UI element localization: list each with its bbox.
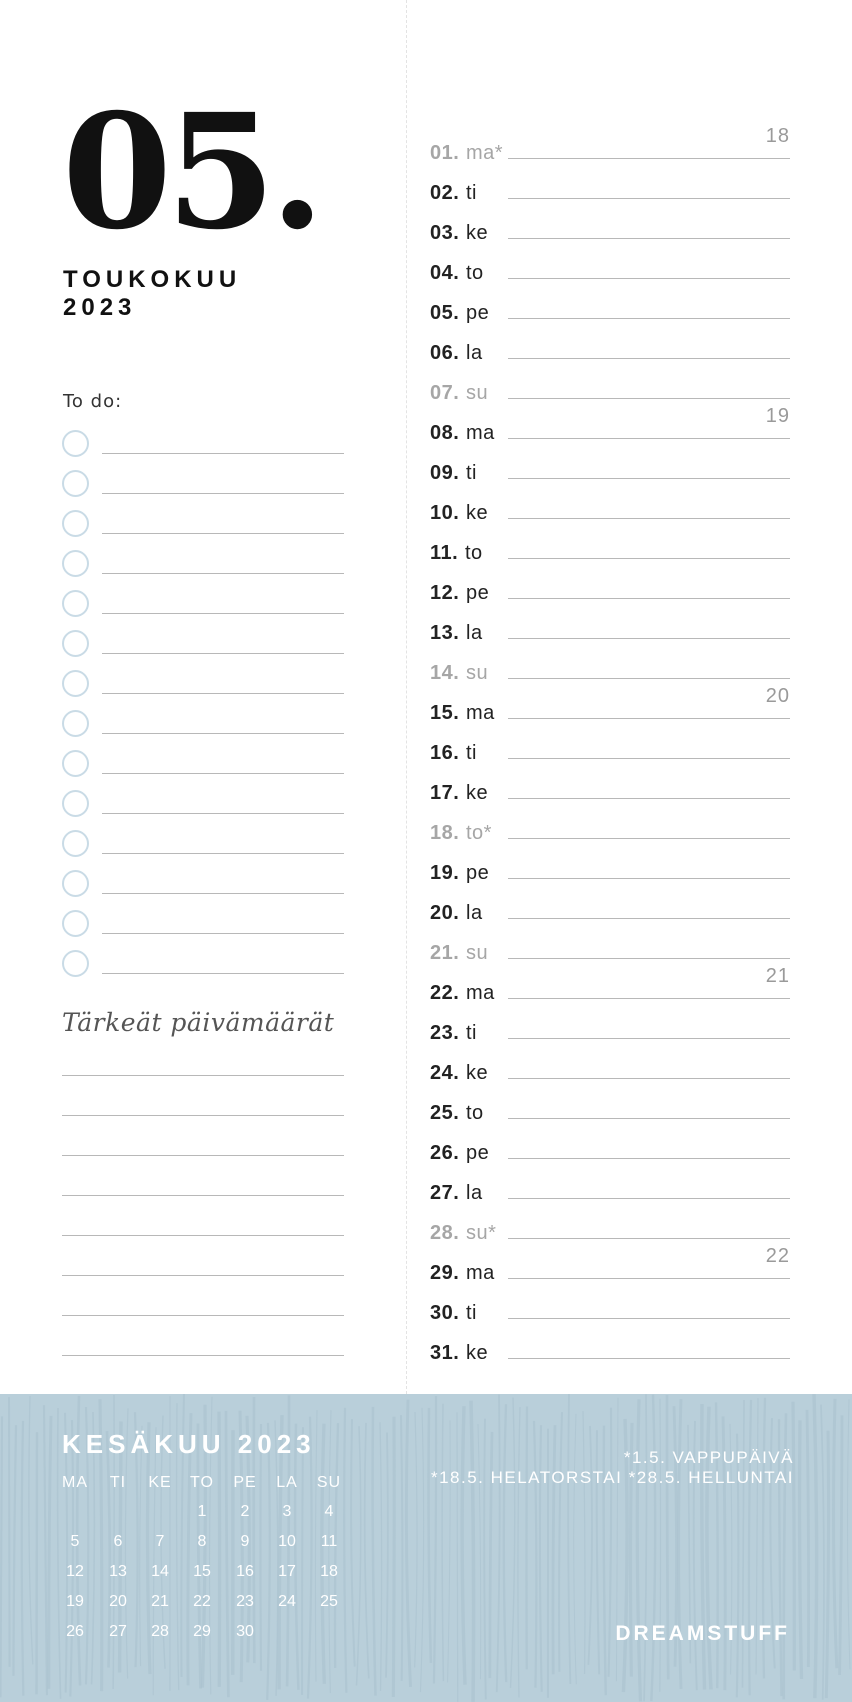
day-row[interactable]: [430, 652, 790, 692]
day-line[interactable]: [508, 1358, 790, 1359]
weekday-label: ti: [466, 742, 477, 764]
day-number: 13.: [430, 622, 460, 644]
important-date-line[interactable]: [62, 1195, 344, 1196]
mini-day-cell: 22: [193, 1593, 211, 1610]
mini-day-cell: 15: [193, 1563, 211, 1580]
day-row[interactable]: [430, 1292, 790, 1332]
mini-day-cell: 4: [324, 1503, 334, 1520]
important-date-line[interactable]: [62, 1155, 344, 1156]
day-row[interactable]: [430, 492, 790, 532]
day-line[interactable]: [508, 758, 790, 759]
day-line[interactable]: [508, 1158, 790, 1159]
todo-item[interactable]: [62, 668, 344, 698]
week-number: 19: [765, 405, 790, 427]
day-line[interactable]: [508, 318, 790, 319]
weekday-label: ma*: [466, 142, 504, 164]
day-row[interactable]: [430, 1052, 790, 1092]
day-line[interactable]: [508, 838, 790, 839]
month-year: 2023: [63, 294, 137, 321]
day-row[interactable]: [430, 412, 790, 452]
important-dates-title: Tärkeät päivämäärät: [62, 1008, 335, 1037]
mini-day-cell: 1: [197, 1503, 207, 1520]
todo-item[interactable]: [62, 828, 344, 858]
day-row[interactable]: [430, 612, 790, 652]
mini-day-cell: 30: [236, 1623, 254, 1640]
todo-line[interactable]: [102, 773, 344, 774]
week-number: 21: [765, 965, 790, 987]
day-row[interactable]: [430, 732, 790, 772]
mini-day-cell: 6: [113, 1533, 123, 1550]
todo-item[interactable]: [62, 908, 344, 938]
mini-day-cell: 17: [278, 1563, 296, 1580]
day-line[interactable]: [508, 1038, 790, 1039]
weekday-label: ma: [466, 422, 495, 444]
week-number: 22: [765, 1245, 790, 1267]
day-number: 31.: [430, 1342, 460, 1364]
day-number: 27.: [430, 1182, 460, 1204]
checkbox-circle-icon[interactable]: [62, 750, 89, 777]
checkbox-circle-icon[interactable]: [62, 950, 89, 977]
day-number: 03.: [430, 222, 460, 244]
todo-item[interactable]: [62, 588, 344, 618]
weekday-label: la: [466, 1182, 483, 1204]
checkbox-circle-icon[interactable]: [62, 550, 89, 577]
important-date-line[interactable]: [62, 1075, 344, 1076]
important-date-line[interactable]: [62, 1355, 344, 1356]
day-number: 15.: [430, 702, 460, 724]
mini-day-cell: 9: [240, 1533, 250, 1550]
weekday-label: la: [466, 342, 483, 364]
day-row[interactable]: [430, 452, 790, 492]
mini-day-cell: 20: [109, 1593, 127, 1610]
day-row[interactable]: [430, 892, 790, 932]
todo-line[interactable]: [102, 693, 344, 694]
day-number: 17.: [430, 782, 460, 804]
day-row[interactable]: [430, 692, 790, 732]
day-number: 14.: [430, 662, 460, 684]
day-number: 26.: [430, 1142, 460, 1164]
day-line[interactable]: [508, 438, 790, 439]
mini-weekday-header: LA: [276, 1474, 298, 1491]
day-row[interactable]: [430, 1252, 790, 1292]
mini-weekday-header: KE: [148, 1474, 172, 1491]
holiday-note-2: *18.5. HELATORSTAI *28.5. HELLUNTAI: [430, 1468, 794, 1487]
day-line[interactable]: [508, 598, 790, 599]
weekday-label: ma: [466, 702, 495, 724]
todo-item[interactable]: [62, 948, 344, 978]
day-row[interactable]: [430, 1092, 790, 1132]
weekday-label: su*: [466, 1222, 497, 1244]
todo-item[interactable]: [62, 548, 344, 578]
mini-day-cell: 21: [151, 1593, 169, 1610]
week-number: 18: [765, 125, 790, 147]
day-number: 29.: [430, 1262, 460, 1284]
day-row[interactable]: [430, 172, 790, 212]
day-number: 28.: [430, 1222, 460, 1244]
mini-day-cell: 12: [66, 1563, 84, 1580]
weekday-label: to: [466, 262, 484, 284]
mini-day-cell: 11: [320, 1533, 338, 1550]
mini-day-cell: 3: [282, 1503, 292, 1520]
mini-day-cell: 14: [151, 1563, 169, 1580]
weekday-label: ti: [466, 1302, 477, 1324]
day-line[interactable]: [508, 1118, 790, 1119]
checkbox-circle-icon[interactable]: [62, 790, 89, 817]
todo-line[interactable]: [102, 453, 344, 454]
todo-line[interactable]: [102, 973, 344, 974]
todo-line[interactable]: [102, 813, 344, 814]
mini-day-cell: 28: [151, 1623, 169, 1640]
weekday-label: to: [466, 1102, 484, 1124]
todo-item[interactable]: [62, 708, 344, 738]
day-row[interactable]: [430, 812, 790, 852]
weekday-label: to*: [466, 822, 492, 844]
day-number: 24.: [430, 1062, 460, 1084]
checkbox-circle-icon[interactable]: [62, 510, 89, 537]
brand-logo: DREAMSTUFF: [615, 1622, 790, 1645]
weekday-label: ti: [466, 462, 477, 484]
todo-item[interactable]: [62, 868, 344, 898]
day-number: 10.: [430, 502, 460, 524]
mini-day-cell: 26: [66, 1623, 84, 1640]
mini-day-cell: 29: [193, 1623, 211, 1640]
month-number: 05.: [62, 80, 319, 265]
day-line[interactable]: [508, 398, 790, 399]
day-number: 22.: [430, 982, 460, 1004]
weekday-label: ke: [466, 502, 489, 524]
day-line[interactable]: [508, 358, 790, 359]
todo-line[interactable]: [102, 613, 344, 614]
checkbox-circle-icon[interactable]: [62, 910, 89, 937]
todo-item[interactable]: [62, 748, 344, 778]
weekday-label: to: [465, 542, 483, 564]
mini-day-cell: 8: [197, 1533, 207, 1550]
mini-day-cell: 2: [240, 1503, 250, 1520]
day-row[interactable]: [430, 372, 790, 412]
checkbox-circle-icon[interactable]: [62, 710, 89, 737]
mini-weekday-header: TO: [190, 1474, 214, 1491]
mini-day-cell: 16: [236, 1563, 254, 1580]
day-line[interactable]: [508, 558, 790, 559]
day-row[interactable]: [430, 532, 790, 572]
day-line[interactable]: [508, 1278, 790, 1279]
day-row[interactable]: [430, 932, 790, 972]
weekday-label: su: [466, 662, 489, 684]
day-line[interactable]: [508, 158, 790, 159]
day-line[interactable]: [508, 198, 790, 199]
mini-weekday-header: MA: [62, 1474, 88, 1491]
todo-line[interactable]: [102, 893, 344, 894]
mini-weekday-header: SU: [316, 1474, 342, 1491]
weekday-label: pe: [466, 582, 490, 604]
day-row[interactable]: [430, 1332, 790, 1372]
todo-line[interactable]: [102, 853, 344, 854]
day-number: 02.: [430, 182, 460, 204]
day-number: 06.: [430, 342, 460, 364]
todo-line[interactable]: [102, 653, 344, 654]
weekday-label: ke: [466, 782, 489, 804]
day-row[interactable]: [430, 572, 790, 612]
mini-day-cell: 23: [236, 1593, 254, 1610]
weekday-label: la: [466, 902, 483, 924]
center-divider: [406, 0, 407, 1394]
important-date-line[interactable]: [62, 1275, 344, 1276]
checkbox-circle-icon[interactable]: [62, 630, 89, 657]
day-row[interactable]: [430, 972, 790, 1012]
weekday-label: ti: [466, 182, 477, 204]
day-number: 23.: [430, 1022, 460, 1044]
day-row[interactable]: [430, 252, 790, 292]
day-line[interactable]: [508, 718, 790, 719]
checkbox-circle-icon[interactable]: [62, 870, 89, 897]
month-name: TOUKOKUU: [63, 266, 242, 293]
day-row[interactable]: [430, 292, 790, 332]
day-line[interactable]: [508, 238, 790, 239]
mini-day-cell: 10: [278, 1533, 296, 1550]
mini-day-cell: 5: [70, 1533, 80, 1550]
todo-title: To do:: [63, 391, 123, 412]
day-number: 09.: [430, 462, 460, 484]
day-number: 30.: [430, 1302, 460, 1324]
day-line[interactable]: [508, 958, 790, 959]
checkbox-circle-icon[interactable]: [62, 590, 89, 617]
day-line[interactable]: [508, 678, 790, 679]
day-number: 08.: [430, 422, 460, 444]
day-row[interactable]: [430, 132, 790, 172]
todo-item[interactable]: [62, 788, 344, 818]
weekday-label: pe: [466, 1142, 490, 1164]
todo-item[interactable]: [62, 468, 344, 498]
day-row[interactable]: [430, 212, 790, 252]
mini-weekday-header: TI: [109, 1474, 127, 1491]
day-line[interactable]: [508, 878, 790, 879]
day-row[interactable]: [430, 852, 790, 892]
todo-item[interactable]: [62, 428, 344, 458]
day-line[interactable]: [508, 1318, 790, 1319]
important-date-line[interactable]: [62, 1235, 344, 1236]
day-number: 21.: [430, 942, 460, 964]
day-line[interactable]: [508, 638, 790, 639]
weekday-label: ke: [466, 1062, 489, 1084]
weekday-label: ti: [466, 1022, 477, 1044]
day-line[interactable]: [508, 518, 790, 519]
day-line[interactable]: [508, 1078, 790, 1079]
important-date-line[interactable]: [62, 1315, 344, 1316]
todo-line[interactable]: [102, 533, 344, 534]
weekday-label: su: [466, 942, 489, 964]
todo-item[interactable]: [62, 508, 344, 538]
weekday-label: ma: [466, 1262, 495, 1284]
mini-day-cell: 25: [320, 1593, 338, 1610]
mini-day-cell: 13: [109, 1563, 127, 1580]
day-line[interactable]: [508, 918, 790, 919]
weekday-label: su: [466, 382, 489, 404]
checkbox-circle-icon[interactable]: [62, 670, 89, 697]
weekday-label: ke: [466, 1342, 489, 1364]
day-line[interactable]: [508, 1198, 790, 1199]
weekday-label: ke: [466, 222, 489, 244]
next-month-title: KESÄKUU 2023: [62, 1429, 316, 1459]
mini-day-cell: 7: [155, 1533, 165, 1550]
weekday-label: pe: [466, 302, 490, 324]
day-row[interactable]: [430, 332, 790, 372]
day-number: 25.: [430, 1102, 460, 1124]
day-number: 16.: [430, 742, 460, 764]
weekday-label: pe: [466, 862, 490, 884]
todo-line[interactable]: [102, 493, 344, 494]
day-number: 05.: [430, 302, 460, 324]
day-number: 20.: [430, 902, 460, 924]
important-date-line[interactable]: [62, 1115, 344, 1116]
checkbox-circle-icon[interactable]: [62, 470, 89, 497]
day-number: 07.: [430, 382, 460, 404]
weekday-label: la: [466, 622, 483, 644]
day-number: 11.: [430, 542, 459, 564]
day-number: 04.: [430, 262, 460, 284]
day-line[interactable]: [508, 998, 790, 999]
checkbox-circle-icon[interactable]: [62, 430, 89, 457]
day-line[interactable]: [508, 1238, 790, 1239]
todo-line[interactable]: [102, 573, 344, 574]
todo-line[interactable]: [102, 933, 344, 934]
day-row[interactable]: [430, 772, 790, 812]
mini-day-cell: 27: [109, 1623, 127, 1640]
week-number: 20: [765, 685, 790, 707]
day-row[interactable]: [430, 1212, 790, 1252]
day-number: 12.: [430, 582, 460, 604]
checkbox-circle-icon[interactable]: [62, 830, 89, 857]
day-number: 01.: [430, 142, 460, 164]
day-row[interactable]: [430, 1012, 790, 1052]
mini-weekday-header: PE: [233, 1474, 257, 1491]
day-line[interactable]: [508, 798, 790, 799]
day-row[interactable]: [430, 1132, 790, 1172]
mini-day-cell: 19: [66, 1593, 84, 1610]
day-row[interactable]: [430, 1172, 790, 1212]
todo-line[interactable]: [102, 733, 344, 734]
day-number: 18.: [430, 822, 460, 844]
day-line[interactable]: [508, 478, 790, 479]
mini-day-cell: 24: [278, 1593, 296, 1610]
mini-day-cell: 18: [320, 1563, 338, 1580]
todo-item[interactable]: [62, 628, 344, 658]
holiday-note-1: *1.5. VAPPUPÄIVÄ: [623, 1448, 794, 1467]
weekday-label: ma: [466, 982, 495, 1004]
day-line[interactable]: [508, 278, 790, 279]
day-number: 19.: [430, 862, 460, 884]
